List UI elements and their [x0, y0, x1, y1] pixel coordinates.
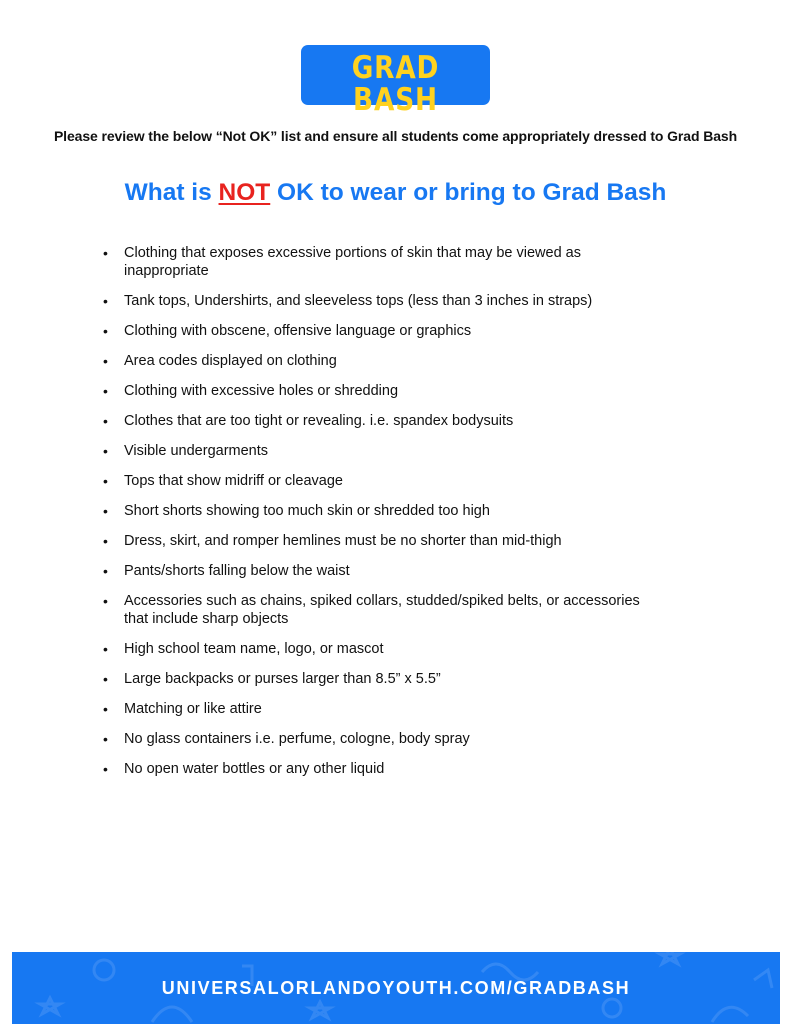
list-item: • Tank tops, Undershirts, and sleeveless tops (less than 3 inches in straps) — [124, 292, 644, 310]
heading-after: OK to wear or bring to Grad Bash — [270, 179, 667, 206]
list-item: • Clothing with excessive holes or shredding — [124, 382, 644, 400]
list-item: • Dress, skirt, and romper hemlines must be no shorter than mid-thigh — [124, 532, 644, 550]
list-item: • Pants/shorts falling below the waist — [124, 562, 644, 580]
list-item: • Clothes that are too tight or revealing. i.e. spandex bodysuits — [124, 412, 644, 430]
heading-not-emphasis: NOT — [218, 179, 271, 206]
list-item: • Area codes displayed on clothing — [124, 352, 644, 370]
list-item: • Clothing with obscene, offensive language or graphics — [124, 322, 644, 340]
footer-url-text: UNIVERSALORLANDOYOUTH.COM/GRADBASH — [161, 978, 631, 998]
list-item: • Clothing that exposes excessive portions of skin that may be viewed as inappropriate — [124, 244, 644, 280]
list-item: • High school team name, logo, or mascot — [124, 640, 644, 658]
not-ok-list — [124, 244, 644, 790]
list-item: • Large backpacks or purses larger than 8.5” x 5.5” — [124, 670, 644, 688]
list-item: • Short shorts showing too much skin or shredded too high — [124, 502, 644, 520]
list-item: • Matching or like attire — [124, 700, 644, 718]
list-item: • No open water bottles or any other liquid — [124, 760, 644, 778]
logo-title: GRAD BASH — [351, 50, 440, 118]
grad-bash-logo — [301, 45, 490, 131]
footer-banner — [12, 952, 780, 1024]
page-heading — [0, 177, 791, 209]
list-item: • No glass containers i.e. perfume, cologne, body spray — [124, 730, 644, 748]
list-item: • Visible undergarments — [124, 442, 644, 460]
list-item: • Tops that show midriff or cleavage — [124, 472, 644, 490]
list-item: • Accessories such as chains, spiked collars, studded/spiked belts, or accessories that include sharp objects — [124, 592, 644, 628]
heading-before: What is — [124, 179, 219, 206]
logo-subtitle: UNIVERSAL ORLANDO — [324, 117, 467, 131]
intro-text: Please review the below “Not OK” list and ensure all students come appropriately dressed to Grad Bash — [53, 128, 738, 144]
